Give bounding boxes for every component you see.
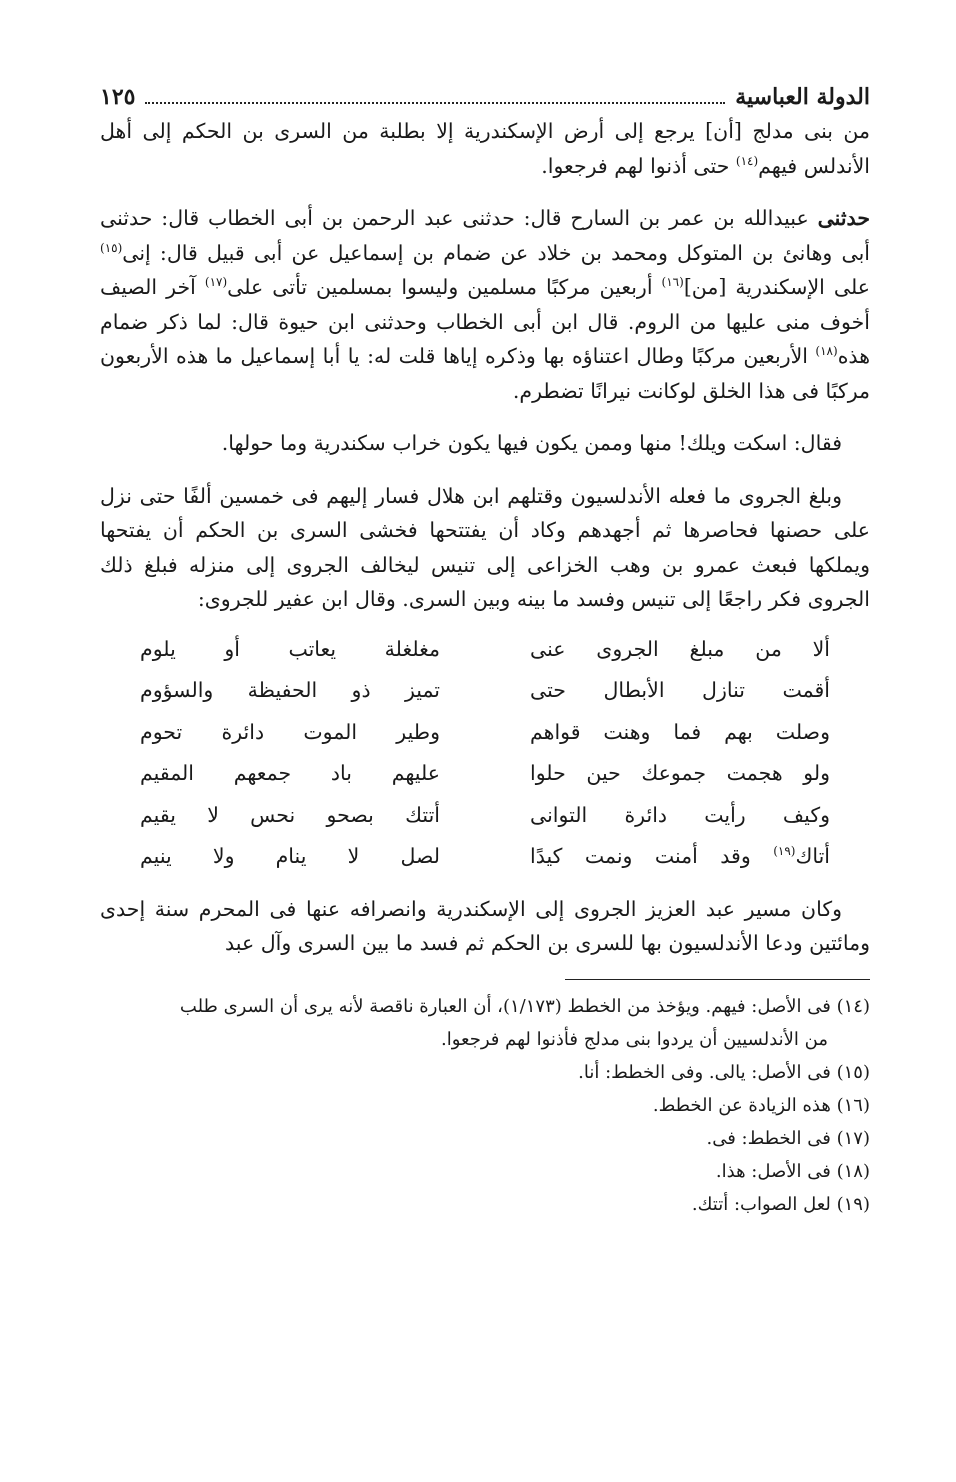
verse-second-hemistich: لصل لا ينام ولا ينيم xyxy=(140,844,440,868)
paragraph-2-part-d: آخر الصيف أخوف منى عليها من الروم. قال ابن أبى الخطاب وحدثنى ابن حيوة قال: لما ذكر ضمام هذه xyxy=(100,275,870,368)
verse-first-hemistich: وكيف رأيت دائرة التوانى xyxy=(530,802,830,827)
footnote-separator-wrap xyxy=(100,961,870,990)
page-number: ١٢٥ xyxy=(100,84,136,110)
poem-verse xyxy=(140,712,830,754)
verse-first-end: وقد أمنت ونمت كيدًا xyxy=(530,844,774,868)
footnote-15: (١٥) فى الأصل: يالى. وفى الخطط: أنا. xyxy=(578,1061,870,1083)
verse-first-hemistich: ولو هجمت جموعك حين حلوا xyxy=(530,761,830,785)
paragraph-2-part-b: على الإسكندرية [من] xyxy=(683,275,870,299)
paragraph-2-part-c: أربعين مركبًا مسلمين وليسوا بمسلمين تأتى على xyxy=(227,275,662,299)
verse-second-hemistich: عليهم باد جمعهم المقيم xyxy=(140,761,440,785)
footnote-16: (١٦) هذه الزيادة عن الخطط. xyxy=(652,1094,870,1116)
footnote-ref-19: (١٩) xyxy=(773,844,796,859)
verse-second-hemistich: وطير الموت دائرة تحوم xyxy=(140,719,440,744)
paragraph-2-part-e: الأربعين مركبًا وطال اعتناؤه بها وذكره إياها قلت له: يا أبا إسماعيل ما هذه الأربعون مركبًا فى هذا الخلق لوكانت نيرانًا تضطرم. xyxy=(100,344,870,403)
paragraph-2 xyxy=(100,201,870,408)
footnote-17: (١٧) فى الخطط: فى. xyxy=(706,1127,870,1149)
footnotes xyxy=(100,990,870,1221)
paragraph-1 xyxy=(100,114,870,183)
footnote-18: (١٨) فى الأصل: هذا. xyxy=(715,1160,870,1182)
header-leader-dots xyxy=(145,82,725,104)
footnote-ref-14: (١٤) xyxy=(735,153,759,168)
verse-first-hemistich-with-note xyxy=(530,836,830,878)
paragraph-1-end: حتى أذنوا لهم فرجعوا. xyxy=(541,153,736,178)
poem-verse xyxy=(140,753,830,795)
poem xyxy=(100,629,870,878)
paragraph-2-part-a: عبيدالله بن عمر بن السارح قال: حدثنى عبد الرحمن بن أبى الخطاب قال: حدثنى أبى وهانئ بن المتوكل ومحمد بن خلاد عن ضمام بن إسماعيل عن أبى قبيل قال: إنى xyxy=(100,206,870,265)
paragraph-4: وبلغ الجروى ما فعله الأندلسيون وقتلهم ابن هلال فسار إليهم فى خمسين ألفًا حتى نزل على حصنها فحاصرها ثم أجهدهم وكاد أن يفتتحها فخشى السرى بن الحكم أن يفتحها ويملكها فبعث عمرو بن وهب الخزاعى إلى تنيس ليخالف الجروى إلى منزله فبلغ ذلك الجروى فكر راجعًا إلى تنيس وفسد ما بينه وبين السرى. وقال ابن عفير للجروى: xyxy=(100,483,870,611)
verse-second-hemistich: مغلغلة يعاتب أو يلوم xyxy=(140,636,440,661)
paragraph-5: وكان مسير عبد العزيز الجروى إلى الإسكندرية وانصرافه عنها فى المحرم سنة إحدى ومائتين ودعا الأندلسيون بها للسرى بن الحكم ثم فسد ما بين السرى وآل عبد xyxy=(100,896,870,955)
poem-verse xyxy=(140,670,830,712)
footnote-ref-15: (١٥) xyxy=(100,240,123,255)
footnote-ref-18: (١٨) xyxy=(815,344,838,359)
narrator-heading: حدثنى xyxy=(817,206,870,230)
verse-second-hemistich: تميز ذو الحفيظة والسؤوم xyxy=(140,678,440,702)
footnote-ref-17: (١٧) xyxy=(204,275,228,290)
verse-first-hemistich: أقمت تنازل الأبطال حتى xyxy=(530,678,830,702)
verse-first-hemistich: وصلت بهم فما وهنت قواهم xyxy=(530,719,830,744)
poem-verse xyxy=(140,795,830,837)
footnote-separator xyxy=(565,979,870,980)
poem-verse xyxy=(140,629,830,671)
footnote-14-continued: من الأندلسيين أن يردوا بنى مدلج فأذنوا لهم فرجعوا. xyxy=(441,1028,828,1050)
poem-verse xyxy=(140,836,830,878)
book-page xyxy=(100,80,870,1221)
paragraph-1-text: من بنى مدلج [أن] يرجع إلى أرض الإسكندرية إلا بطلبة من السرى بن الحكم إلى أهل الأندلس فيهم xyxy=(100,119,870,178)
paragraph-3: فقال: اسكت ويلك! منها وممن يكون فيها يكون خراب سكندرية وما حولها. xyxy=(221,431,842,455)
running-header xyxy=(100,80,870,114)
footnote-14: (١٤) فى الأصل: فيهم. ويؤخذ من الخطط (١/١٧٣)، أن العبارة ناقصة لأنه يرى أن السرى طلب xyxy=(179,995,870,1017)
footnote-ref-16: (١٦) xyxy=(661,275,684,290)
verse-first-hemistich: ألا من مبلغ الجروى عنى xyxy=(530,636,830,661)
header-title: الدولة العباسية xyxy=(735,84,870,110)
footnote-19: (١٩) لعل الصواب: أتتك. xyxy=(691,1193,870,1215)
verse-second-hemistich: أتتك بصحو نحس لا يقيم xyxy=(140,802,440,827)
verse-first-start: أتاك xyxy=(795,844,830,868)
